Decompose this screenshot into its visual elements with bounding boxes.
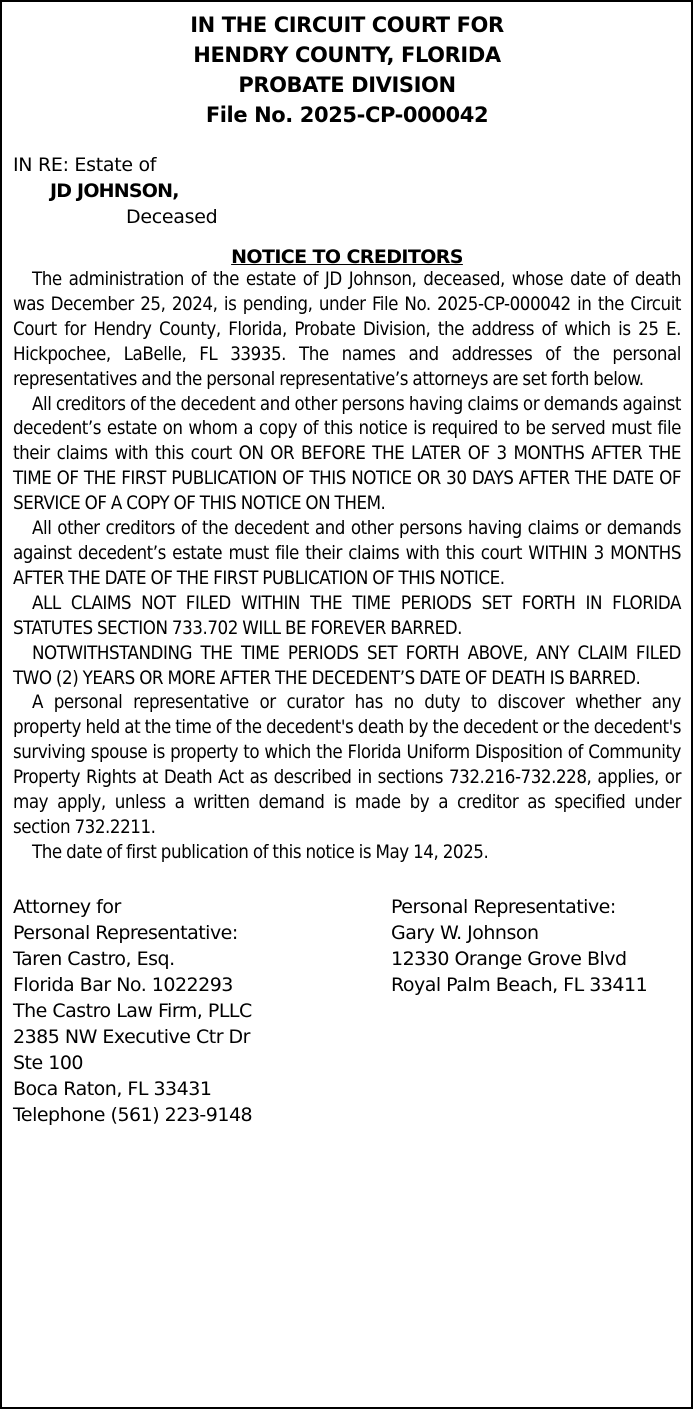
notice-title: NOTICE TO CREDITORS bbox=[231, 246, 463, 268]
file-number: File No. 2025-CP-000042 bbox=[205, 103, 489, 127]
attorney-city: Boca Raton, FL 33431 bbox=[13, 1077, 212, 1100]
attorney-street: 2385 NW Executive Ctr Dr bbox=[13, 1025, 250, 1048]
decedent-name: JD JOHNSON, bbox=[50, 180, 179, 202]
decedent-status: Deceased bbox=[126, 206, 218, 228]
notice-body bbox=[13, 268, 681, 866]
paragraph-community-property: A personal representative or curator has no duty to discover whether any property held at the time of the decedent's death by the decedent or the decedent's surviving spouse is property to which the Florida Uniform Disposition of Community Property Rights at Death Act as described in sections 732.216-732.228, applies, or may apply, unless a written demand is made by a creditor as specified under section 732.2211. bbox=[13, 692, 681, 838]
attorney-line: Attorney for bbox=[13, 895, 121, 918]
attorney-telephone: Telephone (561) 223-9148 bbox=[13, 1103, 253, 1126]
paragraph-notwithstanding: NOTWITHSTANDING THE TIME PERIODS SET FORTH ABOVE, ANY CLAIM FILED TWO (2) YEARS OR MORE AFTER THE DECEDENT’S DATE OF DEATH IS BARRED. bbox=[13, 642, 681, 689]
attorney-firm: The Castro Law Firm, PLLC bbox=[13, 999, 252, 1022]
paragraph-other-creditors: All other creditors of the decedent and other persons having claims or demands against decedent’s estate must file their claims with this court WITHIN 3 MONTHS AFTER THE DATE OF THE FIRST PUBLICATION OF THIS NOTICE. bbox=[13, 518, 681, 589]
attorney-name: Taren Castro, Esq. bbox=[13, 947, 175, 970]
attorney-line: Personal Representative: bbox=[13, 921, 238, 944]
attorney-suite: Ste 100 bbox=[13, 1051, 84, 1074]
signature-section bbox=[13, 894, 681, 1128]
county-name: HENDRY COUNTY, FLORIDA bbox=[193, 43, 501, 67]
paragraph-claims-barred: ALL CLAIMS NOT FILED WITHIN THE TIME PERIODS SET FORTH IN FLORIDA STATUTES SECTION 733.702 WILL BE FOREVER BARRED. bbox=[13, 592, 681, 639]
case-caption bbox=[13, 152, 681, 230]
representative-block bbox=[391, 894, 681, 1128]
paragraph-publication-date: The date of first publication of this notice is May 14, 2025. bbox=[32, 841, 489, 863]
in-re-label: IN RE: Estate of bbox=[13, 154, 157, 176]
attorney-block bbox=[13, 894, 391, 1128]
paragraph-served-creditors: All creditors of the decedent and other persons having claims or demands against decedent’s estate on whom a copy of this notice is required to be served must file their claims with this court ON OR BEFORE THE LATER OF 3 MONTHS AFTER THE TIME OF THE FIRST PUBLICATION OF THIS NOTICE OR 30 DAYS AFTER THE DATE OF SERVICE OF A COPY OF THIS NOTICE ON THEM. bbox=[13, 393, 681, 515]
attorney-bar-number: Florida Bar No. 1022293 bbox=[13, 973, 233, 996]
representative-name: Gary W. Johnson bbox=[391, 921, 539, 944]
representative-label: Personal Representative: bbox=[391, 895, 616, 918]
division-name: PROBATE DIVISION bbox=[238, 73, 456, 97]
court-header bbox=[13, 10, 681, 130]
representative-street: 12330 Orange Grove Blvd bbox=[391, 947, 627, 970]
court-name: IN THE CIRCUIT COURT FOR bbox=[190, 13, 504, 37]
representative-city: Royal Palm Beach, FL 33411 bbox=[391, 973, 648, 996]
paragraph-administration: The administration of the estate of JD Johnson, deceased, whose date of death was December 25, 2024, is pending, under File No. 2025-CP-000042 in the Circuit Court for Hendry County, Florida, Probate Division, the address of which is 25 E. Hickpochee, LaBelle, FL 33935. The names and addresses of the personal representatives and the personal representative’s attorneys are set forth below. bbox=[13, 269, 681, 390]
